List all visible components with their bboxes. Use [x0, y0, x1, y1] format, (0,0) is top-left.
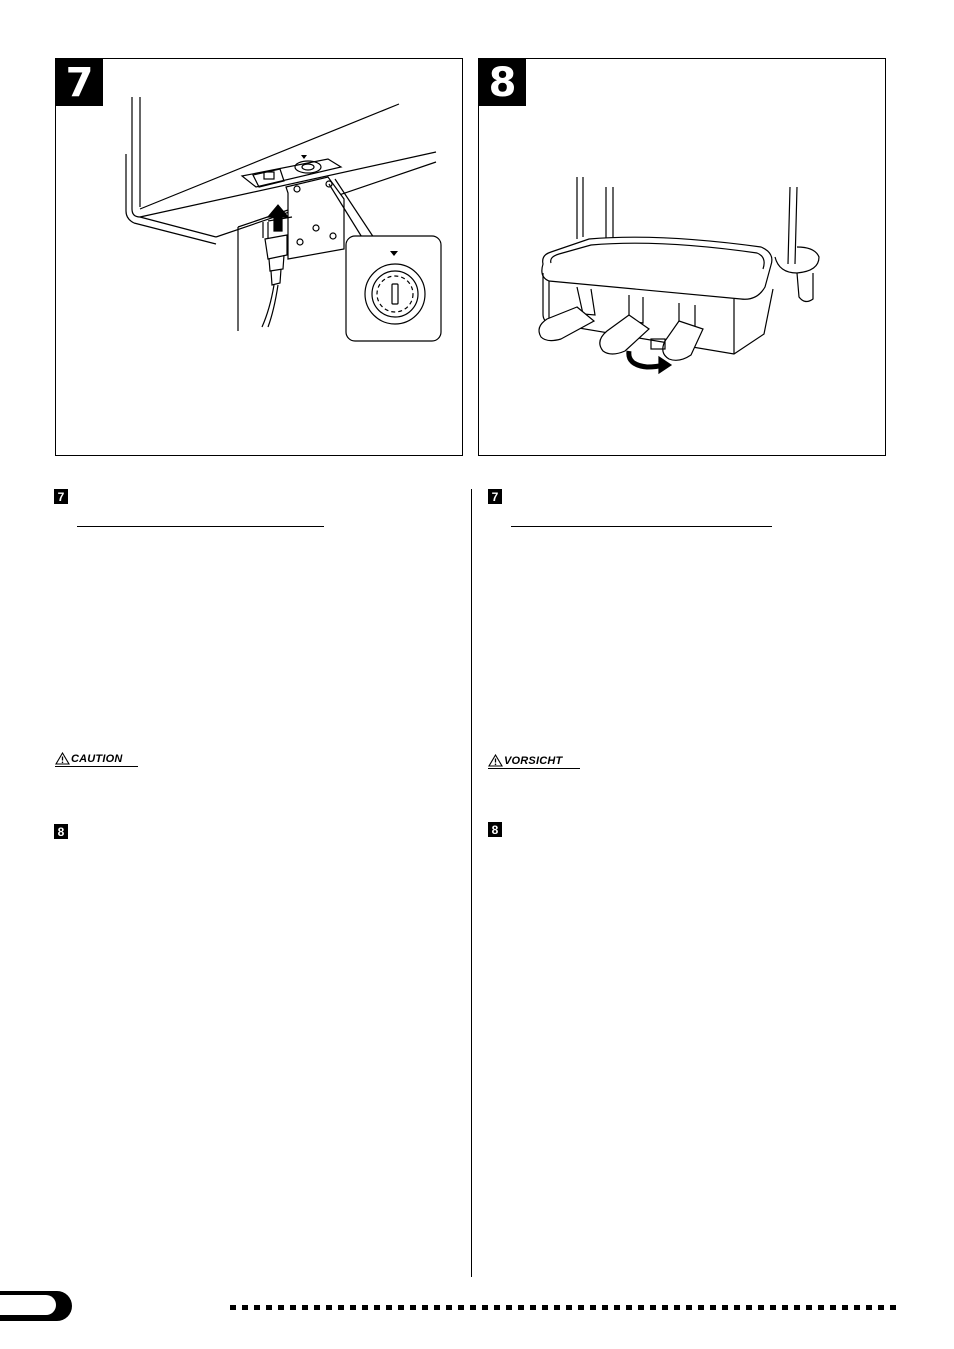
warning-icon	[488, 754, 503, 767]
step-8-marker: 8	[488, 822, 502, 837]
figure-8-panel	[478, 58, 886, 456]
step-7-marker: 7	[488, 489, 502, 504]
caution-text: VORSICHT	[504, 755, 563, 767]
step-7-marker: 7	[54, 489, 68, 504]
heading-underline	[77, 526, 324, 527]
caution-label	[488, 754, 580, 769]
figure-step-badge: 8	[479, 59, 526, 106]
column-divider	[471, 489, 472, 1277]
power-cord-voltage-selector-illustration	[56, 59, 461, 454]
caution-label	[55, 752, 138, 767]
step-8-marker: 8	[54, 824, 68, 839]
heading-underline	[511, 526, 772, 527]
figure-7-panel	[55, 58, 463, 456]
page-number-tab	[0, 1291, 72, 1321]
figure-step-badge: 7	[56, 59, 103, 106]
warning-icon	[55, 752, 70, 765]
caution-text: CAUTION	[71, 753, 123, 765]
pedal-box-illustration	[479, 59, 884, 454]
footer-dotted-rule	[230, 1305, 896, 1310]
